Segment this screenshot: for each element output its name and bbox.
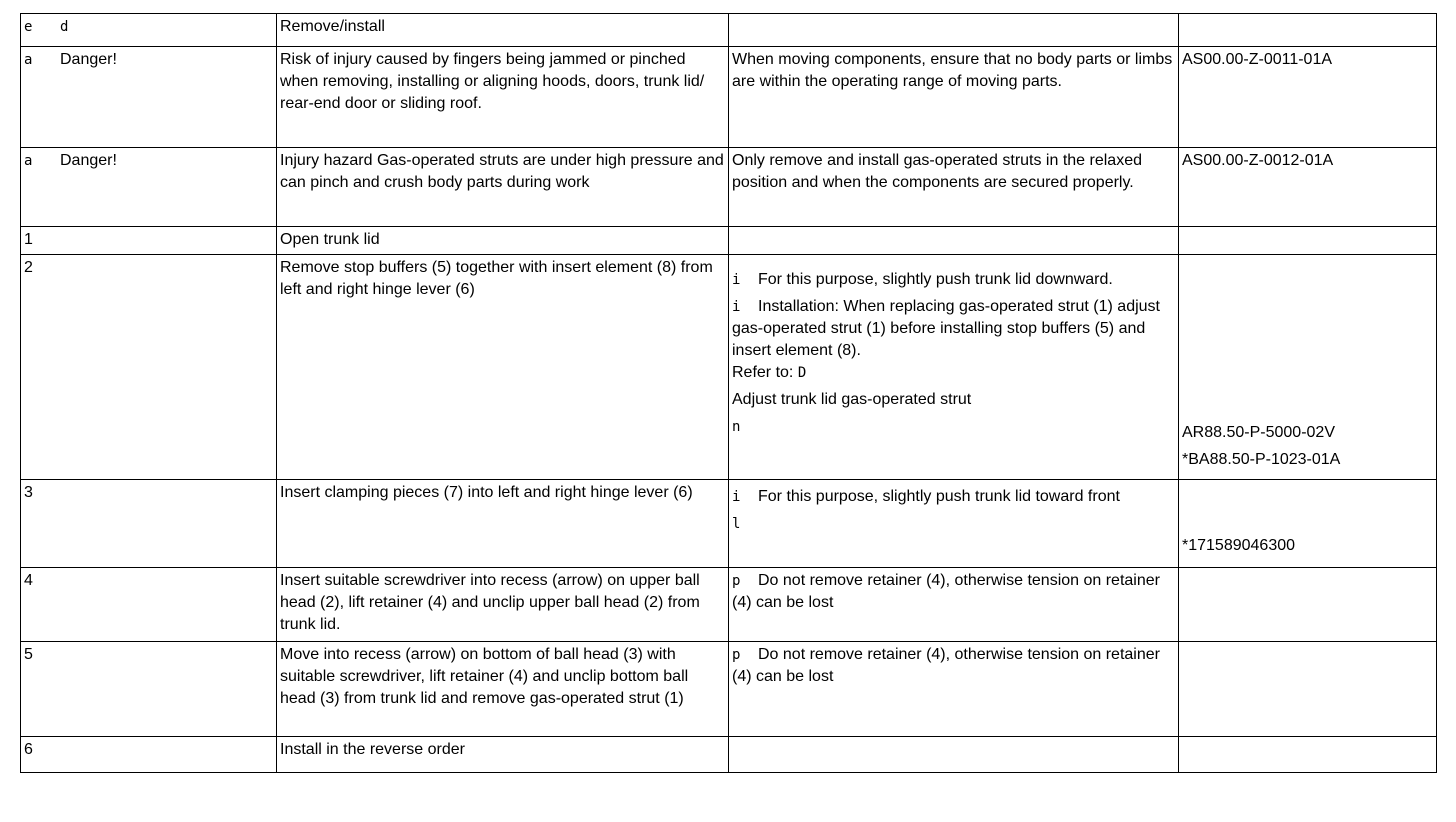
danger-text: Risk of injury caused by fingers being jammed or pinched when removing, installing or aligning hoods, doors, trunk lid/ rear-end door or sliding roof. — [277, 47, 729, 148]
empty-cell — [729, 14, 1179, 47]
danger-code: AS00.00-Z-0011-01A — [1179, 47, 1437, 148]
step-text: Open trunk lid — [277, 227, 729, 255]
note-text: Installation: When replacing gas-operated strut (1) adjust gas-operated strut (1) before installing stop buffers (5) and insert element (8). — [732, 298, 1160, 359]
special-tool-icon: l — [732, 516, 741, 532]
step-row — [21, 642, 1437, 737]
tool-icon: n — [732, 419, 741, 435]
danger-icon: a — [24, 52, 33, 68]
reference-code[interactable]: *BA88.50-P-1023-01A — [1182, 451, 1341, 468]
danger-row — [21, 148, 1437, 227]
tool-part-number[interactable]: *171589046300 — [1182, 537, 1296, 554]
danger-measure: When moving components, ensure that no body parts or limbs are within the operating range of moving parts. — [729, 47, 1179, 148]
step-number: 3 — [21, 480, 277, 568]
caution-icon: p — [732, 573, 741, 589]
step-notes-cell — [729, 568, 1179, 642]
step-row — [21, 227, 1437, 255]
step-number: 2 — [21, 255, 277, 480]
step-number: 4 — [21, 568, 277, 642]
note-paragraph — [732, 644, 1175, 688]
procedure-type-icon: e — [24, 19, 33, 35]
danger-measure: Only remove and install gas-operated struts in the relaxed position and when the components are secured properly. — [729, 148, 1179, 227]
step-codes-cell — [1179, 480, 1437, 568]
note-text: Do not remove retainer (4), otherwise tension on retainer (4) can be lost — [732, 646, 1160, 685]
step-number: 5 — [21, 642, 277, 737]
procedure-table — [20, 13, 1437, 773]
note-text: Do not remove retainer (4), otherwise tension on retainer (4) can be lost — [732, 572, 1160, 611]
note-text: For this purpose, slightly push trunk lid toward front — [758, 488, 1120, 505]
note-paragraph — [732, 570, 1175, 614]
empty-cell — [729, 737, 1179, 773]
empty-cell — [1179, 14, 1437, 47]
empty-cell — [1179, 737, 1437, 773]
header-row — [21, 14, 1437, 47]
step-row — [21, 480, 1437, 568]
note-text: For this purpose, slightly push trunk lid downward. — [758, 271, 1113, 288]
adjust-reference[interactable]: Adjust trunk lid gas-operated strut — [732, 391, 972, 408]
refer-to-line — [732, 362, 1175, 384]
step-row — [21, 568, 1437, 642]
info-icon: i — [732, 299, 741, 315]
step-notes-cell — [729, 255, 1179, 480]
empty-cell — [1179, 227, 1437, 255]
step-text: Install in the reverse order — [277, 737, 729, 773]
danger-row — [21, 47, 1437, 148]
danger-label-cell — [21, 47, 277, 148]
step-notes-cell — [729, 480, 1179, 568]
step-codes-cell — [1179, 255, 1437, 480]
step-text: Insert suitable screwdriver into recess (arrow) on upper ball head (2), lift retainer (4) and unclip upper ball head (2) from trunk lid. — [277, 568, 729, 642]
procedure-title: Remove/install — [277, 14, 729, 47]
procedure-subtype-icon: d — [60, 19, 69, 35]
empty-cell — [1179, 642, 1437, 737]
step-text: Insert clamping pieces (7) into left and right hinge lever (6) — [277, 480, 729, 568]
step-row — [21, 737, 1437, 773]
header-symbols-cell — [21, 14, 277, 47]
empty-cell — [729, 227, 1179, 255]
reference-code[interactable]: AR88.50-P-5000-02V — [1182, 424, 1335, 441]
danger-label: Danger! — [60, 51, 117, 68]
danger-icon: a — [24, 153, 33, 169]
refer-to-label: Refer to: — [732, 364, 794, 381]
note-paragraph — [732, 486, 1175, 508]
step-number: 1 — [21, 227, 277, 255]
empty-cell — [1179, 568, 1437, 642]
note-paragraph — [732, 269, 1175, 291]
danger-label-cell — [21, 148, 277, 227]
note-paragraph — [732, 296, 1175, 362]
info-icon: i — [732, 272, 741, 288]
danger-text: Injury hazard Gas-operated struts are under high pressure and can pinch and crush body parts during work — [277, 148, 729, 227]
info-icon: i — [732, 489, 741, 505]
step-text: Move into recess (arrow) on bottom of ball head (3) with suitable screwdriver, lift retainer (4) and unclip bottom ball head (3) from trunk lid and remove gas-operated strut (1) — [277, 642, 729, 737]
caution-icon: p — [732, 647, 741, 663]
danger-label: Danger! — [60, 152, 117, 169]
step-text: Remove stop buffers (5) together with insert element (8) from left and right hinge lever (6) — [277, 255, 729, 480]
step-row — [21, 255, 1437, 480]
danger-code: AS00.00-Z-0012-01A — [1179, 148, 1437, 227]
step-number: 6 — [21, 737, 277, 773]
document-ref-icon: D — [797, 365, 807, 381]
step-notes-cell — [729, 642, 1179, 737]
